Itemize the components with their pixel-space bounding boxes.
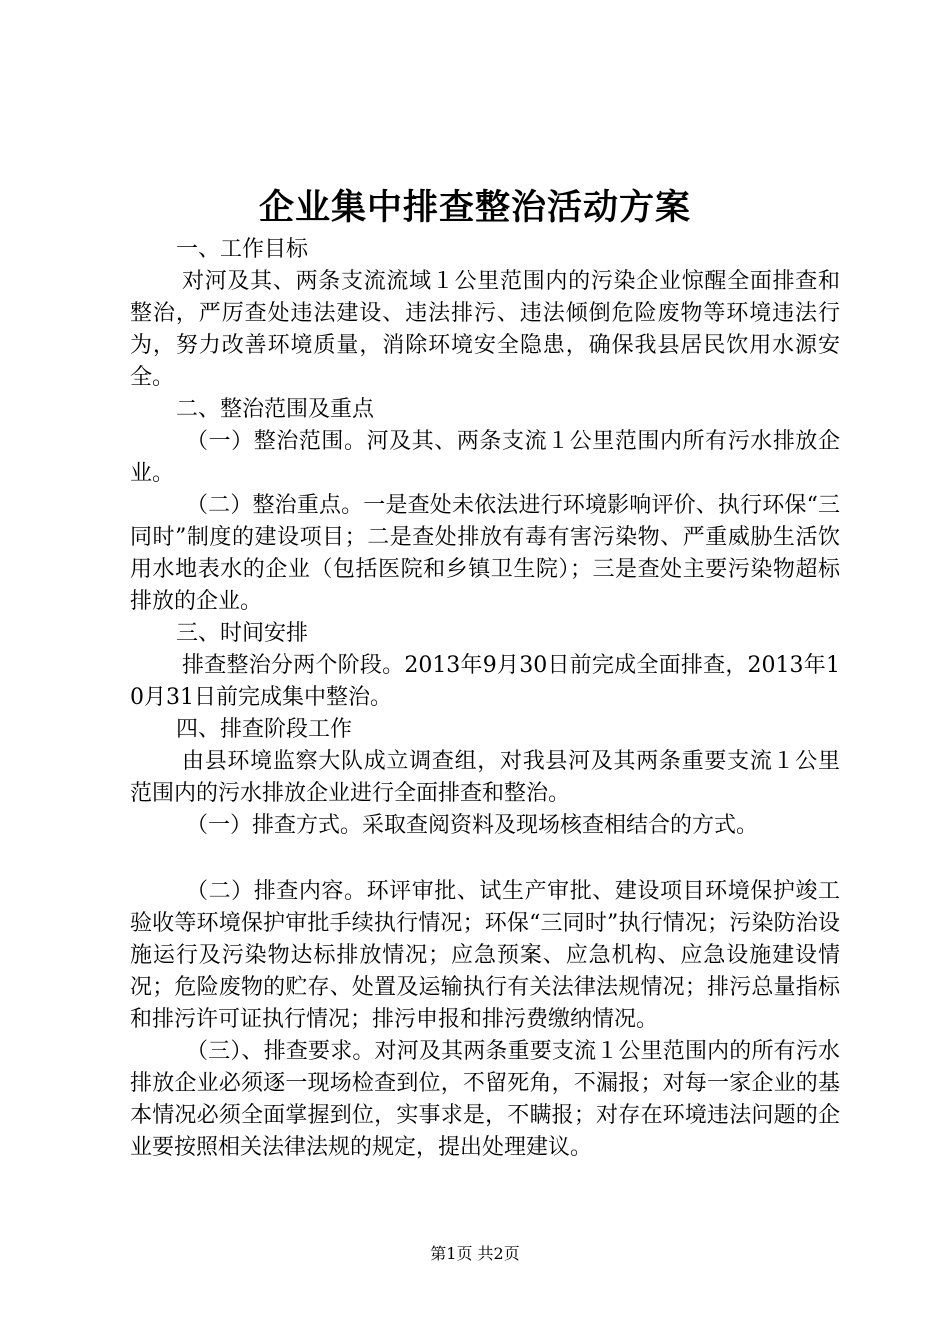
section-heading-scope: 二、整治范围及重点 — [176, 397, 375, 422]
section-heading-inspection: 四、排查阶段工作 — [176, 717, 353, 742]
paragraph-scope: （一）整治范围。河及其、两条支流１公里范围内所有污水排放企业。 — [130, 429, 840, 486]
blank-line — [130, 842, 840, 876]
paragraph-inspection-content: （二）排查内容。环评审批、试生产审批、建设项目环境保护竣工验收等环境保护审批手续执行情况；环保“三同时”执行情况；污染防治设施运行及污染物达标排放情况；应急预案、应急机构、应急设施建设情况；危险废物的贮存、处置及运输执行有关法律法规情况；排污总量指标和排污许可证执行情况；排污申报和排污费缴纳情况。 — [130, 879, 840, 1032]
page-number-footer: 第1页 共2页 — [430, 1244, 520, 1263]
document-body — [130, 234, 840, 1164]
document-title: 企业集中排查整治活动方案 — [258, 187, 691, 228]
paragraph-schedule: 排查整治分两个阶段。2013年9月30日前完成全面排查，2013年10月31日前完成集中整治。 — [130, 653, 840, 710]
section-heading-schedule: 三、时间安排 — [176, 621, 309, 646]
paragraph-inspection-method: （一）排查方式。采取查阅资料及现场核查相结合的方式。 — [186, 813, 759, 838]
paragraph-goal: 对河及其、两条支流流域１公里范围内的污染企业惊醒全面排查和整治，严厉查处违法建设、违法排污、违法倾倒危险废物等环境违法行为，努力改善环境质量，消除环境安全隐患，确保我县居民饮用水源安全。 — [130, 269, 840, 390]
section-heading-goal: 一、工作目标 — [176, 237, 309, 262]
paragraph-inspection-team: 由县环境监察大队成立调查组，对我县河及其两条重要支流１公里范围内的污水排放企业进行全面排查和整治。 — [130, 749, 840, 806]
paragraph-focus: （二）整治重点。一是查处未依法进行环境影响评价、执行环保“三同时”制度的建设项目；二是查处排放有毒有害污染物、严重威胁生活饮用水地表水的企业（包括医院和乡镇卫生院）；三是查处主要污染物超标排放的企业。 — [130, 493, 840, 614]
paragraph-inspection-requirements: （三）、排查要求。对河及其两条重要支流１公里范围内的所有污水排放企业必须逐一现场检查到位，不留死角，不漏报；对每一家企业的基本情况必须全面掌握到位，实事求是，不瞒报；对存在环境违法问题的企业要按照相关法律法规的规定，提出处理建议。 — [130, 1039, 840, 1160]
